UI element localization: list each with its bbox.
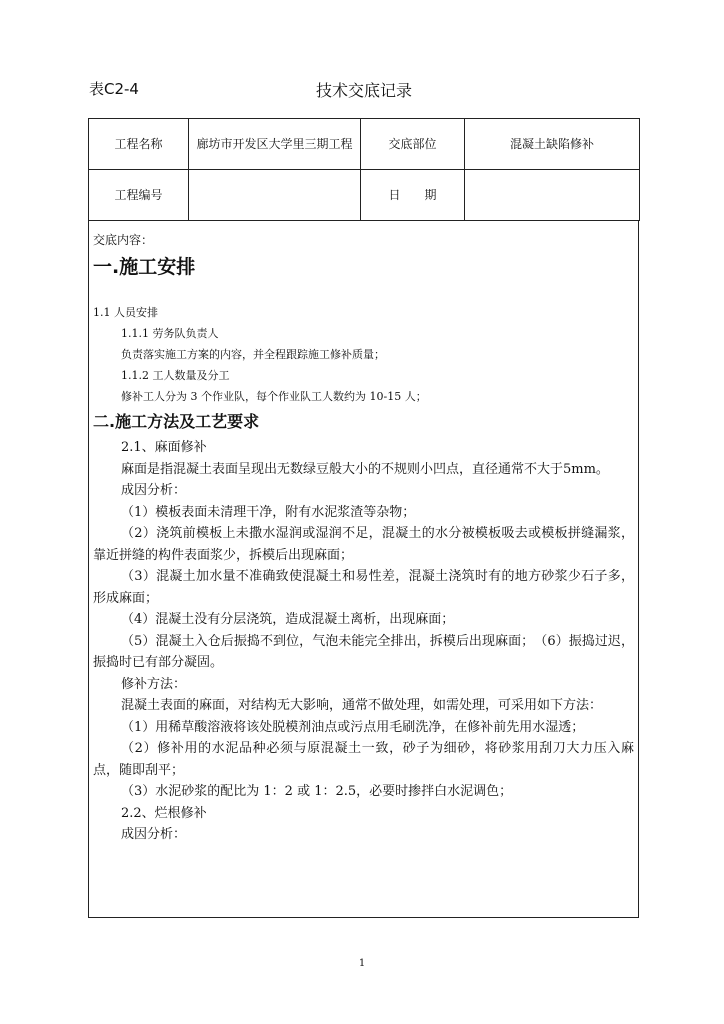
paragraph: 2.2、烂根修补: [121, 805, 207, 821]
content-label: 交底内容：: [93, 233, 154, 247]
paragraph: （3）混凝土加水量不准确致使混凝土和易性差，混凝土浇筑时有的地方砂浆少石子多，形成麻面；: [93, 569, 634, 606]
page-header: [89, 78, 639, 100]
page-number: 1: [358, 958, 366, 969]
paragraph: （5）混凝土入仓后振捣不到位，气泡未能完全排出，拆模后出现麻面； （6）振捣过迟，振捣时已有部分凝固。: [93, 633, 634, 670]
content-box: [88, 220, 639, 917]
paragraph: 麻面是指混凝土表面呈现出无数绿豆般大小的不规则小凹点，直径通常不大于5mm。: [121, 461, 609, 477]
section1-title: 一.施工安排: [93, 256, 196, 278]
section2-title: 二.施工方法及工艺要求: [93, 412, 260, 431]
project-name-label: 工程名称: [89, 119, 189, 170]
paragraph: 修补方法：: [121, 676, 187, 692]
form-code: 表C2-4: [89, 80, 139, 98]
paragraph: （4）混凝土没有分层浇筑，造成混凝土离析，出现麻面；: [121, 612, 455, 627]
date-value: [465, 170, 640, 221]
content-bottom-border: [88, 917, 639, 918]
project-name-value: 廊坊市开发区大学里三期工程: [189, 119, 361, 170]
content-body: [93, 232, 634, 846]
paragraph: 成因分析：: [121, 827, 187, 842]
paragraph: 混凝土表面的麻面，对结构无大影响，通常不做处理，如需处理，可采用如下方法：: [121, 698, 603, 713]
list-item: 负责落实施工方案的内容，并全程跟踪施工修补质量；: [121, 348, 385, 361]
project-no-label: 工程编号: [89, 170, 189, 221]
paragraph: （2）浇筑前模板上未撒水湿润或湿润不足，混凝土的水分被模板吸去或模板拼缝漏浆，靠近拼缝的构件表面浆少，拆模后出现麻面；: [93, 526, 634, 563]
document-title: 技术交底记录: [315, 81, 412, 100]
location-label: 交底部位: [361, 119, 465, 170]
date-label: 日 期: [361, 170, 465, 221]
table-row: [89, 119, 640, 170]
list-item: 1.1.1 劳务队负责人: [121, 327, 219, 340]
paragraph: （2）修补用的水泥品种必须与原混凝土一致，砂子为细砂，将砂浆用刮刀大力压入麻点，随即刮平；: [93, 741, 634, 778]
project-info-table: [88, 118, 640, 221]
list-item: 1.1.2 工人数量及分工: [121, 369, 230, 382]
project-no-value: [189, 170, 361, 221]
paragraph: （1）用稀草酸溶液将该处脱模剂油点或污点用毛刷洗净，在修补前先用水湿透；: [121, 719, 585, 735]
list-item: 1.1 人员安排: [93, 306, 158, 319]
paragraph: （3）水泥砂浆的配比为 1：2 或 1：2.5，必要时掺拌白水泥调色；: [121, 784, 513, 799]
paragraph: 成因分析：: [121, 483, 187, 498]
location-value: 混凝土缺陷修补: [465, 119, 640, 170]
table-row: [89, 170, 640, 221]
list-item: 修补工人分为 3 个作业队，每个作业队工人数约为 10-15 人；: [121, 390, 427, 403]
paragraph: （1）模板表面未清理干净，附有水泥浆渣等杂物；: [121, 504, 416, 520]
paragraph: 2.1、麻面修补: [121, 440, 207, 455]
